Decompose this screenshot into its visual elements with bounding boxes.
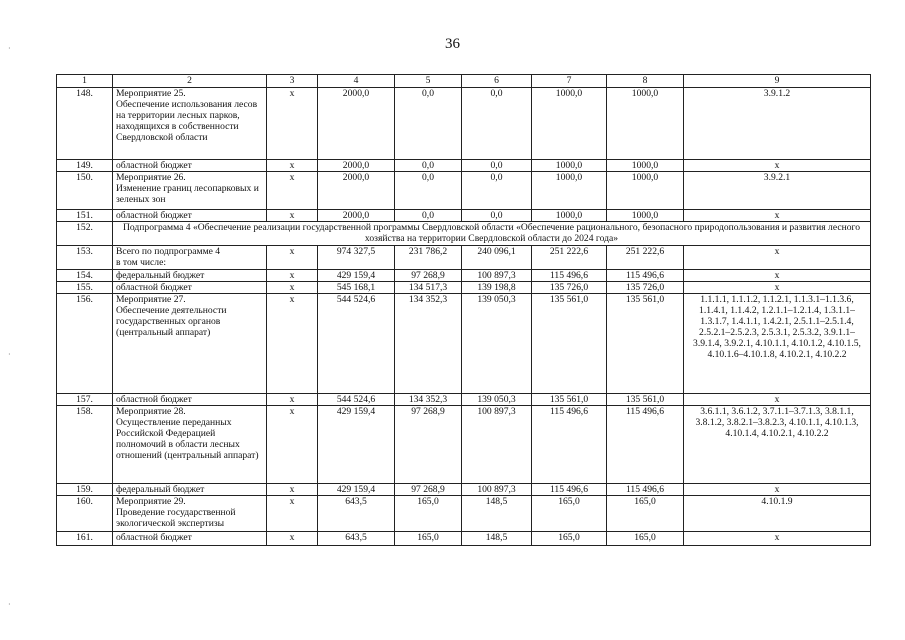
total-cell: 974 327,5 [318,246,395,270]
header-cell: 6 [462,75,532,88]
col3-cell: х [267,246,318,270]
item-name: областной бюджет [113,210,267,222]
row-number: 152. [57,222,113,246]
year3-cell: 115 496,6 [532,484,607,496]
header-cell: 3 [267,75,318,88]
target-codes-cell: х [684,210,871,222]
year3-cell: 135 561,0 [532,394,607,406]
table-row [57,172,871,210]
year3-cell: 1000,0 [532,210,607,222]
year4-cell: 251 222,6 [607,246,684,270]
table-row [57,406,871,484]
year2-cell: 139 050,3 [462,394,532,406]
year1-cell: 0,0 [395,88,462,160]
year1-cell: 0,0 [395,160,462,172]
year1-cell: 97 268,9 [395,270,462,282]
total-cell: 2000,0 [318,160,395,172]
row-number: 161. [57,532,113,546]
col3-cell: х [267,282,318,294]
col3-cell: х [267,172,318,210]
table-row [57,484,871,496]
year4-cell: 115 496,6 [607,270,684,282]
year1-cell: 0,0 [395,172,462,210]
col3-cell: х [267,270,318,282]
year1-cell: 165,0 [395,496,462,532]
row-number: 150. [57,172,113,210]
total-cell: 643,5 [318,532,395,546]
year1-cell: 97 268,9 [395,406,462,484]
col3-cell: х [267,394,318,406]
year3-cell: 1000,0 [532,160,607,172]
year2-cell: 240 096,1 [462,246,532,270]
target-codes-cell: 3.9.1.2 [684,88,871,160]
table-row [57,160,871,172]
total-cell: 545 168,1 [318,282,395,294]
budget-table [56,74,871,546]
item-name: Мероприятие 25. Обеспечение использования лесов на территории лесных парков, находящихся в собственности Свердловской области [113,88,267,160]
row-number: 160. [57,496,113,532]
scan-mark: · [8,350,11,359]
year2-cell: 148,5 [462,532,532,546]
table-body [57,88,871,546]
target-codes-cell: 4.10.1.9 [684,496,871,532]
year3-cell: 135 726,0 [532,282,607,294]
target-codes-cell: х [684,282,871,294]
scan-mark: · [8,600,11,609]
year4-cell: 165,0 [607,532,684,546]
year2-cell: 0,0 [462,88,532,160]
year4-cell: 1000,0 [607,160,684,172]
total-cell: 643,5 [318,496,395,532]
col3-cell: х [267,88,318,160]
year2-cell: 0,0 [462,160,532,172]
year2-cell: 148,5 [462,496,532,532]
table-row [57,246,871,270]
header-cell: 9 [684,75,871,88]
header-cell: 7 [532,75,607,88]
table-row [57,88,871,160]
item-name: федеральный бюджет [113,484,267,496]
row-number: 153. [57,246,113,270]
year4-cell: 1000,0 [607,172,684,210]
year4-cell: 1000,0 [607,88,684,160]
target-codes-cell: х [684,160,871,172]
total-cell: 544 524,6 [318,294,395,394]
target-codes-cell: 3.9.2.1 [684,172,871,210]
header-cell: 8 [607,75,684,88]
total-cell: 429 159,4 [318,406,395,484]
year3-cell: 135 561,0 [532,294,607,394]
col3-cell: х [267,210,318,222]
year1-cell: 134 352,3 [395,394,462,406]
year4-cell: 165,0 [607,496,684,532]
target-codes-cell: х [684,246,871,270]
year4-cell: 115 496,6 [607,484,684,496]
item-name: федеральный бюджет [113,270,267,282]
year2-cell: 100 897,3 [462,270,532,282]
header-cell: 4 [318,75,395,88]
total-cell: 429 159,4 [318,270,395,282]
year2-cell: 139 050,3 [462,294,532,394]
row-number: 154. [57,270,113,282]
year3-cell: 1000,0 [532,172,607,210]
year1-cell: 231 786,2 [395,246,462,270]
col3-cell: х [267,294,318,394]
target-codes-cell: х [684,484,871,496]
total-cell: 2000,0 [318,88,395,160]
year1-cell: 165,0 [395,532,462,546]
table-row [57,270,871,282]
target-codes-cell: х [684,394,871,406]
col3-cell: х [267,160,318,172]
row-number: 148. [57,88,113,160]
row-number: 159. [57,484,113,496]
subprogram-title: Подпрограмма 4 «Обеспечение реализации государственной программы Свердловской области «Обеспечение рационального, безопасного природопользования и развития лесного хозяйства на территории Свердловской области до 2024 года» [113,222,871,246]
year1-cell: 134 517,3 [395,282,462,294]
year4-cell: 135 561,0 [607,394,684,406]
item-name: областной бюджет [113,532,267,546]
target-codes-cell: х [684,532,871,546]
table-row [57,394,871,406]
header-cell: 5 [395,75,462,88]
target-codes-cell: 3.6.1.1, 3.6.1.2, 3.7.1.1–3.7.1.3, 3.8.1.1, 3.8.1.2, 3.8.2.1–3.8.2.3, 4.10.1.1, 4.10.1.3, 4.10.1.4, 4.10.2.1, 4.10.2.2 [684,406,871,484]
item-name: областной бюджет [113,282,267,294]
page-number: 36 [445,36,460,52]
year3-cell: 165,0 [532,532,607,546]
item-name: Мероприятие 28. Осуществление переданных Российской Федерацией полномочий в области лесных отношений (центральный аппарат) [113,406,267,484]
item-name: областной бюджет [113,160,267,172]
row-number: 156. [57,294,113,394]
row-number: 157. [57,394,113,406]
col3-cell: х [267,496,318,532]
year3-cell: 251 222,6 [532,246,607,270]
col3-cell: х [267,406,318,484]
table-row [57,294,871,394]
table-row [57,282,871,294]
table-row [57,222,871,246]
row-number: 151. [57,210,113,222]
year1-cell: 134 352,3 [395,294,462,394]
total-cell: 429 159,4 [318,484,395,496]
year1-cell: 0,0 [395,210,462,222]
year4-cell: 1000,0 [607,210,684,222]
header-row [57,75,871,88]
year2-cell: 0,0 [462,210,532,222]
header-cell: 1 [57,75,113,88]
year3-cell: 165,0 [532,496,607,532]
row-number: 149. [57,160,113,172]
year3-cell: 115 496,6 [532,406,607,484]
item-name: Мероприятие 29. Проведение государственной экологической экспертизы [113,496,267,532]
year2-cell: 0,0 [462,172,532,210]
header-cell: 2 [113,75,267,88]
table-row [57,532,871,546]
year2-cell: 100 897,3 [462,406,532,484]
table-row [57,496,871,532]
item-name: Всего по подпрограмме 4 в том числе: [113,246,267,270]
item-name: областной бюджет [113,394,267,406]
year3-cell: 115 496,6 [532,270,607,282]
row-number: 158. [57,406,113,484]
target-codes-cell: 1.1.1.1, 1.1.1.2, 1.1.2.1, 1.1.3.1–1.1.3.6, 1.1.4.1, 1.1.4.2, 1.2.1.1–1.2.1.4, 1.3.1.1–1.3.1.7, 1.4.1.1, 1.4.2.1, 2.5.1.1–2.5.1.4, 2.5.2.1–2.5.2.3, 2.5.3.1, 2.5.3.2, 3.9.1.1–3.9.1.4, 3.9.2.1, 4.10.1.1, 4.10.1.2, 4.10.1.5, 4.10.1.6–4.10.1.8, 4.10.2.1, 4.10.2.2 [684,294,871,394]
year1-cell: 97 268,9 [395,484,462,496]
year4-cell: 135 561,0 [607,294,684,394]
target-codes-cell: х [684,270,871,282]
year3-cell: 1000,0 [532,88,607,160]
year2-cell: 100 897,3 [462,484,532,496]
total-cell: 544 524,6 [318,394,395,406]
item-name: Мероприятие 27. Обеспечение деятельности государственных органов (центральный аппарат) [113,294,267,394]
item-name: Мероприятие 26. Изменение границ лесопарковых и зеленых зон [113,172,267,210]
col3-cell: х [267,532,318,546]
total-cell: 2000,0 [318,172,395,210]
total-cell: 2000,0 [318,210,395,222]
year4-cell: 115 496,6 [607,406,684,484]
year2-cell: 139 198,8 [462,282,532,294]
year4-cell: 135 726,0 [607,282,684,294]
row-number: 155. [57,282,113,294]
scan-mark: · [8,44,11,53]
col3-cell: х [267,484,318,496]
table-row [57,210,871,222]
